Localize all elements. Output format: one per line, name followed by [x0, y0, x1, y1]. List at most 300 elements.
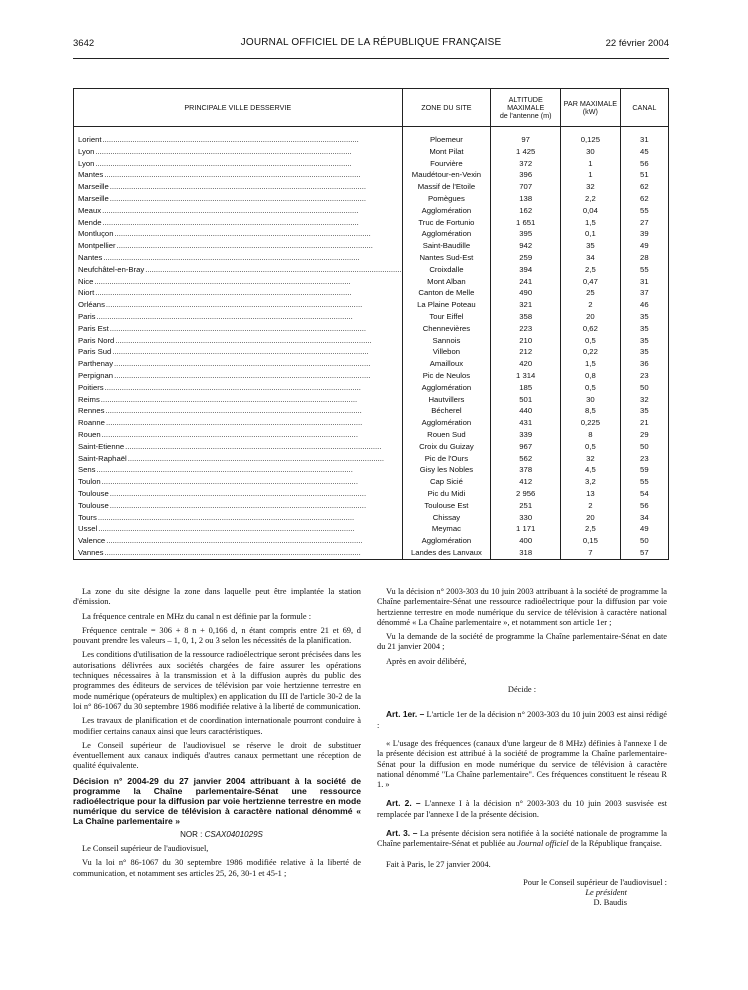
ville-name: Neufchâtel-en-Bray	[78, 264, 145, 274]
table-row	[74, 335, 669, 347]
cell-canal: 23	[620, 370, 668, 382]
cell-par: 2,5	[561, 264, 621, 276]
leader-dots: ........................................................................................................................	[102, 135, 359, 144]
leader-dots: ........................................................................................................................	[102, 217, 359, 227]
cell-par: 0,1	[561, 228, 621, 240]
cell-canal: 39	[620, 228, 668, 240]
cell-ville	[74, 535, 403, 547]
leader-dots: ........................................................................................................................	[116, 241, 373, 251]
ville-name: Paris Est	[78, 323, 109, 333]
cell-zone: Hautvillers	[402, 394, 491, 406]
cell-zone: Chennevières	[402, 323, 491, 335]
ville-name: Nice	[78, 276, 94, 286]
table-row	[74, 228, 669, 240]
cell-altitude: 2 956	[491, 488, 561, 500]
cell-ville	[74, 512, 403, 524]
cell-par: 4,5	[561, 464, 621, 476]
cell-zone: Agglomération	[402, 535, 491, 547]
table-row	[74, 299, 669, 311]
table-row	[74, 453, 669, 465]
table-row	[74, 158, 669, 170]
table-row	[74, 476, 669, 488]
cell-par: 0,15	[561, 535, 621, 547]
leader-dots: ........................................................................................................................	[105, 406, 362, 416]
cell-ville	[74, 358, 403, 370]
cell-altitude: 440	[491, 405, 561, 417]
cell-canal: 50	[620, 441, 668, 453]
cell-canal: 35	[620, 311, 668, 323]
cell-ville	[74, 299, 403, 311]
cell-altitude: 501	[491, 394, 561, 406]
ville-name: Marseille	[78, 193, 109, 203]
header-zone: ZONE DU SITE	[402, 89, 491, 127]
cell-altitude: 412	[491, 476, 561, 488]
cell-altitude: 251	[491, 500, 561, 512]
ville-name: Ussel	[78, 524, 98, 534]
cell-ville	[74, 264, 403, 276]
cell-ville	[74, 252, 403, 264]
table-row	[74, 346, 669, 358]
cell-zone: Mont Pilat	[402, 146, 491, 158]
leader-dots: ........................................................................................................................	[96, 465, 353, 475]
ville-name: Marseille	[78, 182, 109, 192]
article-text: L'article 1er de la décision n° 2003-303 du 10 juin 2003 est ainsi rédigé :	[377, 710, 667, 730]
cell-zone: Pic du Midi	[402, 488, 491, 500]
table-row	[74, 311, 669, 323]
cell-canal: 62	[620, 193, 668, 205]
cell-par: 20	[561, 311, 621, 323]
paragraph: La zone du site désigne la zone dans laquelle peut être implantée la station d'émission.	[73, 587, 361, 607]
cell-zone: Pic de l'Ours	[402, 453, 491, 465]
leader-dots: ........................................................................................................................	[127, 453, 385, 463]
table-row	[74, 523, 669, 535]
cell-par: 0,225	[561, 417, 621, 429]
leader-dots: ........................................................................................................................	[95, 288, 352, 298]
cell-ville	[74, 240, 403, 252]
table-body	[74, 127, 669, 560]
cell-zone: Rouen Sud	[402, 429, 491, 441]
table-row	[74, 169, 669, 181]
cell-par: 0,8	[561, 370, 621, 382]
cell-altitude: 378	[491, 464, 561, 476]
leader-dots: ........................................................................................................................	[105, 300, 363, 310]
cell-ville	[74, 453, 403, 465]
table-header-row	[74, 89, 669, 127]
table-row	[74, 547, 669, 559]
ville-name: Niort	[78, 288, 95, 298]
cell-altitude: 241	[491, 276, 561, 288]
signature-title	[377, 888, 667, 898]
leader-dots: ........................................................................................................................	[114, 359, 371, 369]
table-row	[74, 535, 669, 547]
cell-canal: 54	[620, 488, 668, 500]
cell-altitude: 358	[491, 311, 561, 323]
cell-altitude: 330	[491, 512, 561, 524]
cell-ville	[74, 405, 403, 417]
header-altitude-main: ALTITUDE MAXIMALE	[507, 94, 545, 112]
leader-dots: ........................................................................................................................	[145, 264, 402, 274]
header-par: PAR MAXIMALE (kW)	[561, 89, 621, 127]
cell-zone: Massif de l'Etoile	[402, 181, 491, 193]
cell-par: 0,5	[561, 382, 621, 394]
cell-zone: Agglomération	[402, 205, 491, 217]
ville-name: Orléans	[78, 300, 105, 310]
leader-dots: ........................................................................................................................	[102, 205, 359, 215]
cell-par: 1	[561, 158, 621, 170]
cell-canal: 55	[620, 476, 668, 488]
cell-canal: 50	[620, 535, 668, 547]
cell-ville	[74, 500, 403, 512]
cell-altitude: 185	[491, 382, 561, 394]
cell-zone: Saint-Baudille	[402, 240, 491, 252]
leader-dots: ........................................................................................................................	[104, 547, 361, 557]
cell-altitude: 394	[491, 264, 561, 276]
cell-par: 8,5	[561, 405, 621, 417]
leader-dots: ........................................................................................................................	[115, 335, 372, 345]
cell-ville	[74, 193, 403, 205]
table-row	[74, 205, 669, 217]
cell-zone: Bécherel	[402, 405, 491, 417]
header-rule	[73, 58, 669, 59]
ville-name: Perpignan	[78, 370, 114, 380]
article-label: Art. 1er. –	[386, 709, 425, 720]
leader-dots: ........................................................................................................................	[106, 536, 363, 546]
cell-canal: 62	[620, 181, 668, 193]
cell-par: 30	[561, 394, 621, 406]
cell-zone: Croixdalle	[402, 264, 491, 276]
page-number: 3642	[73, 38, 95, 49]
cell-ville	[74, 476, 403, 488]
cell-ville	[74, 181, 403, 193]
cell-par: 0,125	[561, 134, 621, 146]
table-row	[74, 405, 669, 417]
cell-canal: 35	[620, 335, 668, 347]
ville-name: Paris	[78, 311, 96, 321]
table-row	[74, 464, 669, 476]
cell-altitude: 1 171	[491, 523, 561, 535]
paragraph: Le Conseil supérieur de l'audiovisuel,	[82, 844, 209, 854]
leader-dots: ........................................................................................................................	[97, 512, 355, 522]
cell-canal: 50	[620, 382, 668, 394]
paragraph: Vu la demande de la société de programme la Chaîne parlementaire-Sénat en date du 21 janvier 2004 ;	[377, 632, 667, 652]
table-row	[74, 217, 669, 229]
cell-zone: Nantes Sud-Est	[402, 252, 491, 264]
article-3	[377, 828, 667, 850]
leader-dots: ........................................................................................................................	[95, 158, 352, 168]
ville-name: Meaux	[78, 205, 102, 215]
article-text: de la République française.	[568, 839, 662, 849]
leader-dots: ........................................................................................................................	[109, 193, 367, 203]
cell-par: 0,62	[561, 323, 621, 335]
leader-dots: ........................................................................................................................	[98, 524, 355, 534]
signature-name: D. Baudis	[593, 897, 627, 907]
leader-dots: ........................................................................................................................	[114, 370, 371, 380]
cell-altitude: 1 425	[491, 146, 561, 158]
cell-ville	[74, 394, 403, 406]
signature-title-text: Le président	[585, 887, 627, 897]
table-row	[74, 500, 669, 512]
cell-par: 3,2	[561, 476, 621, 488]
nor-reference	[73, 830, 361, 840]
table-row	[74, 287, 669, 299]
cell-par: 2,2	[561, 193, 621, 205]
cell-zone: Ploemeur	[402, 134, 491, 146]
cell-zone: Chissay	[402, 512, 491, 524]
cell-ville	[74, 276, 403, 288]
cell-ville	[74, 323, 403, 335]
ville-name: Paris Sud	[78, 347, 112, 357]
ville-name: Reims	[78, 394, 100, 404]
cell-altitude: 259	[491, 252, 561, 264]
cell-par: 8	[561, 429, 621, 441]
table-row	[74, 264, 669, 276]
left-column	[73, 587, 361, 883]
paragraph: Les conditions d'utilisation de la ressource radioélectrique seront précisées dans les autorisations délivrées aux sociétés chargées de faire assurer les opérations techniques nécessaires à la transmission et à la diffusion auprès du public des programmes des éditeurs de services de télévision par voie hertzienne terrestre en mode numérique (opérateurs de multiplex) en application du III de l'article 30-2 de la loi n° 86-1067 du 30 septembre 1986 modifiée relative à la liberté de communication.	[73, 650, 361, 711]
leader-dots: ........................................................................................................................	[105, 418, 363, 428]
cell-zone: Cap Sicié	[402, 476, 491, 488]
cell-canal: 55	[620, 264, 668, 276]
table-row	[74, 512, 669, 524]
cell-altitude: 490	[491, 287, 561, 299]
cell-par: 25	[561, 287, 621, 299]
cell-altitude: 223	[491, 323, 561, 335]
ville-name: Vannes	[78, 547, 104, 557]
table-row	[74, 394, 669, 406]
ville-name: Paris Nord	[78, 335, 115, 345]
cell-zone: Fourvière	[402, 158, 491, 170]
cell-canal: 32	[620, 394, 668, 406]
cell-ville	[74, 287, 403, 299]
cell-zone: Villebon	[402, 346, 491, 358]
ville-name: Saint-Raphaël	[78, 453, 127, 463]
cell-zone: Agglomération	[402, 228, 491, 240]
leader-dots: ........................................................................................................................	[109, 323, 367, 333]
cell-par: 0,5	[561, 335, 621, 347]
cell-ville	[74, 429, 403, 441]
header-altitude	[491, 89, 561, 127]
cell-canal: 35	[620, 405, 668, 417]
ville-name: Rennes	[78, 406, 105, 416]
article-text: La présente décision sera notifiée à la société nationale de programme la Chaîne parlementaire-Sénat et publiée au	[377, 829, 667, 849]
cell-par: 0,47	[561, 276, 621, 288]
cell-ville	[74, 228, 403, 240]
cell-par: 30	[561, 146, 621, 158]
cell-altitude: 97	[491, 134, 561, 146]
cell-altitude: 942	[491, 240, 561, 252]
cell-ville	[74, 217, 403, 229]
cell-par: 0,04	[561, 205, 621, 217]
cell-zone: Pic de Neulos	[402, 370, 491, 382]
cell-canal: 35	[620, 346, 668, 358]
cell-canal: 55	[620, 205, 668, 217]
cell-canal: 56	[620, 500, 668, 512]
cell-zone: Pomègues	[402, 193, 491, 205]
cell-zone: Agglomération	[402, 417, 491, 429]
header-ville: PRINCIPALE VILLE DESSERVIE	[74, 89, 403, 127]
ville-name: Lyon	[78, 146, 95, 156]
cell-par: 1	[561, 169, 621, 181]
cell-zone: La Plaine Poteau	[402, 299, 491, 311]
header-canal: CANAL	[620, 89, 668, 127]
cell-ville	[74, 417, 403, 429]
cell-par: 2	[561, 500, 621, 512]
cell-par: 34	[561, 252, 621, 264]
cell-canal: 57	[620, 547, 668, 559]
cell-zone: Gisy les Nobles	[402, 464, 491, 476]
cell-zone: Maudétour-en-Vexin	[402, 169, 491, 181]
cell-altitude: 212	[491, 346, 561, 358]
leader-dots: ........................................................................................................................	[101, 429, 358, 439]
cell-ville	[74, 441, 403, 453]
table-spacer	[74, 127, 669, 135]
ville-name: Mende	[78, 217, 102, 227]
article-text: L'annexe I à la décision n° 2003-303 du 10 juin 2003 susvisée est remplacée par l'annexe I de la présente décision.	[377, 799, 667, 819]
cell-par: 2	[561, 299, 621, 311]
ville-name: Toulon	[78, 477, 101, 487]
cell-zone: Croix du Guizay	[402, 441, 491, 453]
leader-dots: ........................................................................................................................	[104, 382, 361, 392]
cell-altitude: 420	[491, 358, 561, 370]
cell-canal: 49	[620, 240, 668, 252]
cell-canal: 35	[620, 323, 668, 335]
decision-title: Décision n° 2004-29 du 27 janvier 2004 attribuant à la société de programme la Chaîne parlementaire-Sénat une ressource radioélectrique pour la diffusion par voie hertzienne terrestre en mode numérique du service de télévision à caractère national dénommé « La Chaîne parlementaire »	[73, 775, 361, 826]
nor-label: NOR :	[180, 829, 205, 839]
cell-par: 20	[561, 512, 621, 524]
cell-par: 1,5	[561, 217, 621, 229]
page-header	[73, 36, 669, 52]
paragraph: Fréquence centrale = 306 + 8 n + 0,166 d, n étant compris entre 21 et 69, d pouvant prendre les valeurs – 1, 0, 1, 2 ou 3 selon les nécessités de la planification.	[73, 625, 361, 646]
ville-name: Saint-Etienne	[78, 441, 125, 451]
ville-name: Lyon	[78, 158, 95, 168]
cell-zone: Landes des Lanvaux	[402, 547, 491, 559]
cell-par: 1,5	[561, 358, 621, 370]
ville-name: Poitiers	[78, 382, 104, 392]
cell-zone: Tour Eiffel	[402, 311, 491, 323]
cell-altitude: 967	[491, 441, 561, 453]
article-1-quote: « L'usage des fréquences (canaux d'une largeur de 8 MHz) définies à l'annexe I de la présente décision est attribué à la société de programme la Chaîne parlementaire-Sénat pour la diffusion en mode numérique du service de télévision à caractère national dénommé "La Chaîne parlementaire". Ces fréquences constituent le réseau R 1. »	[377, 738, 667, 790]
leader-dots: ........................................................................................................................	[114, 229, 371, 239]
leader-dots: ........................................................................................................................	[109, 500, 367, 510]
paragraph: Vu la loi n° 86-1067 du 30 septembre 1986 modifiée relative à la liberté de communication, et notamment ses articles 25, 26, 30-1 et 45-1 ;	[73, 858, 361, 878]
ville-name: Valence	[78, 536, 106, 546]
journal-name: Journal officiel	[517, 839, 569, 849]
cell-zone: Mont Alban	[402, 276, 491, 288]
leader-dots: ........................................................................................................................	[103, 252, 360, 262]
cell-par: 13	[561, 488, 621, 500]
leader-dots: ........................................................................................................................	[96, 311, 353, 321]
cell-altitude: 210	[491, 335, 561, 347]
cell-par: 0,22	[561, 346, 621, 358]
cell-altitude: 321	[491, 299, 561, 311]
paragraph: Après en avoir délibéré,	[386, 656, 467, 666]
cell-canal: 46	[620, 299, 668, 311]
cell-ville	[74, 335, 403, 347]
nor-code: CSAX0401029S	[204, 829, 263, 839]
leader-dots: ........................................................................................................................	[94, 276, 351, 286]
table-row	[74, 146, 669, 158]
cell-zone: Sannois	[402, 335, 491, 347]
cell-ville	[74, 346, 403, 358]
table-row	[74, 323, 669, 335]
ville-name: Roanne	[78, 418, 105, 428]
cell-altitude: 562	[491, 453, 561, 465]
table-row	[74, 181, 669, 193]
cell-canal: 28	[620, 252, 668, 264]
cell-par: 35	[561, 240, 621, 252]
leader-dots: ........................................................................................................................	[100, 394, 358, 404]
issue-date: 22 février 2004	[605, 38, 669, 49]
cell-ville	[74, 547, 403, 559]
cell-altitude: 707	[491, 181, 561, 193]
cell-canal: 34	[620, 512, 668, 524]
article-label: Art. 2. –	[386, 798, 421, 809]
cell-canal: 59	[620, 464, 668, 476]
ville-name: Montluçon	[78, 229, 114, 239]
cell-altitude: 138	[491, 193, 561, 205]
cell-canal: 23	[620, 453, 668, 465]
ville-name: Montpellier	[78, 241, 116, 251]
cell-par: 32	[561, 453, 621, 465]
cell-ville	[74, 464, 403, 476]
cell-ville	[74, 146, 403, 158]
paragraph: Le Conseil supérieur de l'audiovisuel se réserve le droit de substituer éventuellement aux canaux indiqués d'autres canaux permettant une réception de qualité équivalente.	[73, 740, 361, 771]
cell-canal: 37	[620, 287, 668, 299]
cell-altitude: 372	[491, 158, 561, 170]
article-2	[377, 798, 667, 820]
leader-dots: ........................................................................................................................	[104, 170, 361, 180]
table-row	[74, 358, 669, 370]
leader-dots: ........................................................................................................................	[109, 488, 367, 498]
header-altitude-sub: de l'antenne (m)	[499, 110, 552, 120]
cell-zone: Canton de Melle	[402, 287, 491, 299]
cell-par: 32	[561, 181, 621, 193]
cell-zone: Agglomération	[402, 382, 491, 394]
paragraph: Les travaux de planification et de coordination internationale pourront conduire à modifier certains canaux ainsi que leurs caractéristiques.	[73, 716, 361, 736]
leader-dots: ........................................................................................................................	[125, 441, 382, 451]
ville-name: Tours	[78, 512, 97, 522]
cell-ville	[74, 169, 403, 181]
cell-altitude: 162	[491, 205, 561, 217]
cell-canal: 27	[620, 217, 668, 229]
table-row	[74, 193, 669, 205]
cell-par: 0,5	[561, 441, 621, 453]
cell-canal: 31	[620, 276, 668, 288]
table-row	[74, 276, 669, 288]
cell-ville	[74, 205, 403, 217]
journal-title: JOURNAL OFFICIEL DE LA RÉPUBLIQUE FRANÇAISE	[240, 37, 502, 48]
cell-canal: 56	[620, 158, 668, 170]
cell-canal: 51	[620, 169, 668, 181]
cell-ville	[74, 488, 403, 500]
article-label: Art. 3. –	[386, 828, 418, 839]
table-row	[74, 488, 669, 500]
ville-name: Toulouse	[78, 500, 109, 510]
decide-heading: Décide :	[507, 685, 537, 695]
paragraph: La fréquence centrale en MHz du canal n est définie par la formule :	[82, 611, 312, 621]
ville-name: Rouen	[78, 429, 101, 439]
article-1	[377, 709, 667, 731]
table-row	[74, 382, 669, 394]
table-row	[74, 252, 669, 264]
cell-ville	[74, 523, 403, 535]
cell-canal: 21	[620, 417, 668, 429]
frequency-table	[73, 88, 669, 560]
cell-zone: Meymac	[402, 523, 491, 535]
right-column	[377, 587, 667, 908]
table-row	[74, 240, 669, 252]
cell-par: 2,5	[561, 523, 621, 535]
cell-altitude: 1 314	[491, 370, 561, 382]
